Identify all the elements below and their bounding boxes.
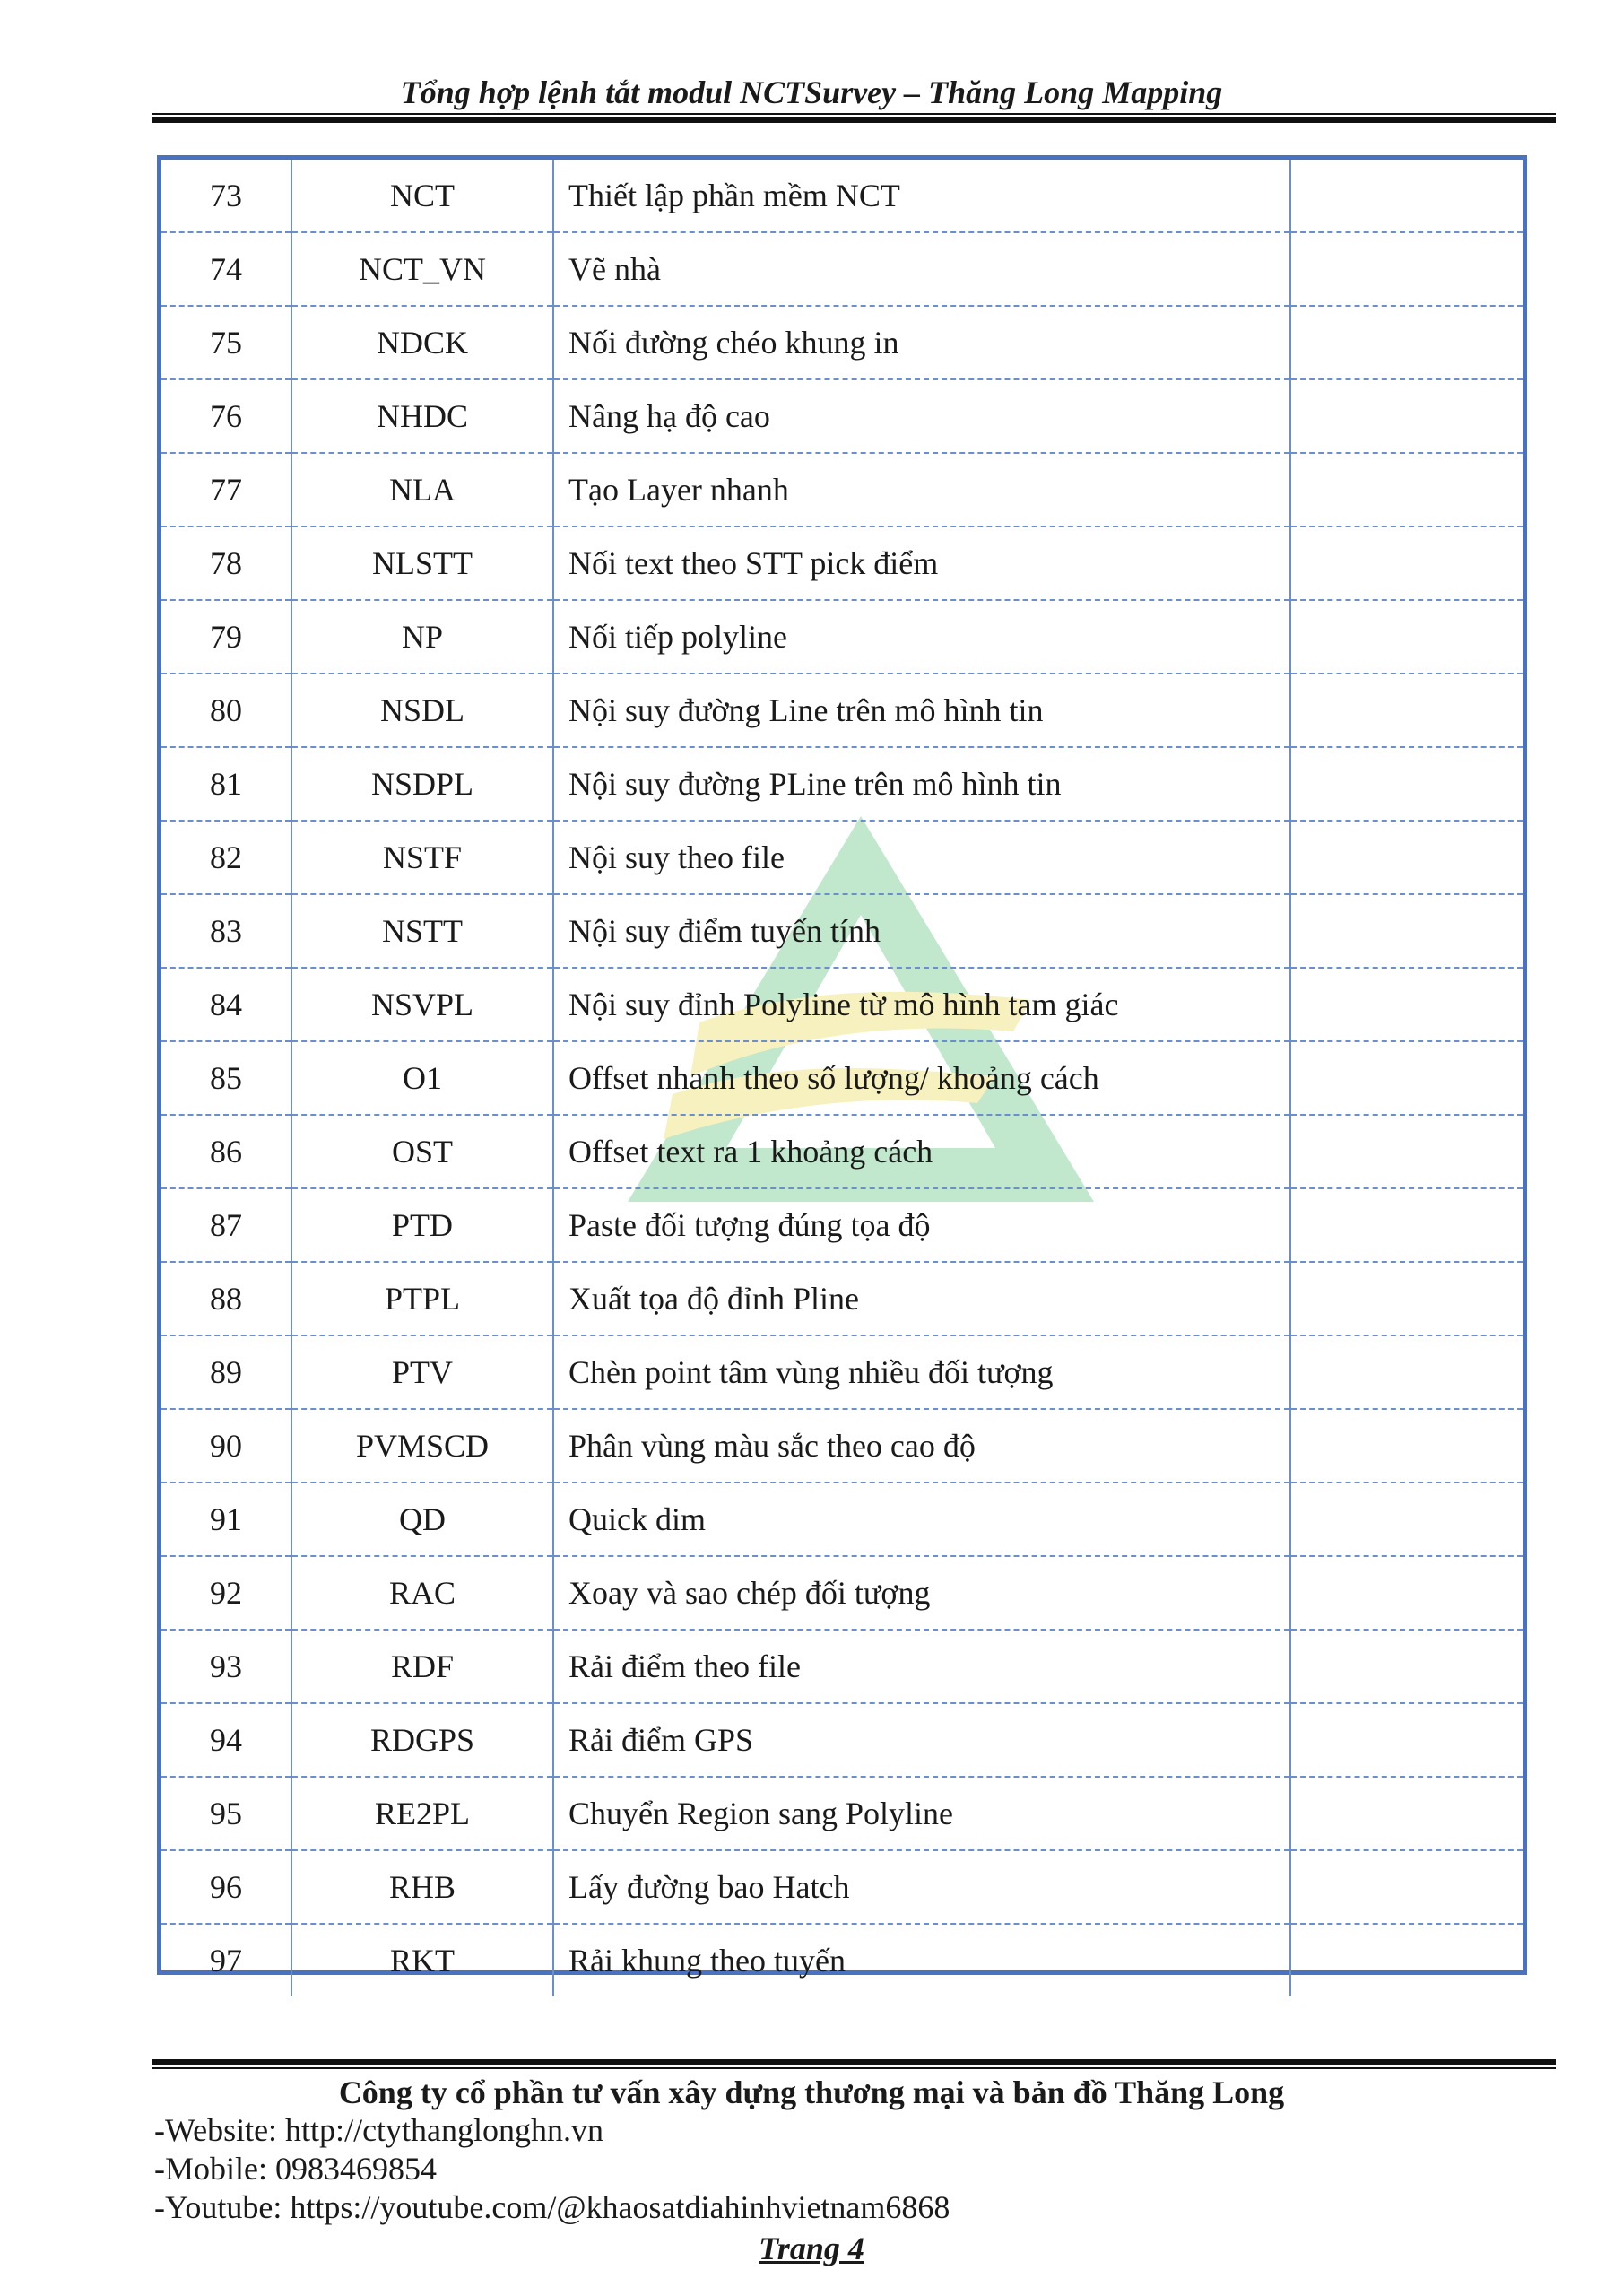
description-cell: Rải điểm theo file <box>553 1630 1290 1703</box>
row-number-cell: 78 <box>161 526 291 600</box>
table-row <box>161 1556 1523 1630</box>
table-row <box>161 600 1523 674</box>
description-cell: Chuyển Region sang Polyline <box>553 1777 1290 1850</box>
table-row <box>161 1409 1523 1483</box>
table-row <box>161 1262 1523 1335</box>
description-cell: Nội suy đường Line trên mô hình tin <box>553 674 1290 747</box>
note-cell <box>1290 1483 1523 1556</box>
row-number-cell: 73 <box>161 160 291 232</box>
note-cell <box>1290 1924 1523 1996</box>
command-cell: NLA <box>291 453 553 526</box>
row-number-cell: 93 <box>161 1630 291 1703</box>
command-cell: OST <box>291 1115 553 1188</box>
table-row <box>161 232 1523 306</box>
description-cell: Nối đường chéo khung in <box>553 306 1290 379</box>
row-number-cell: 75 <box>161 306 291 379</box>
table-row <box>161 747 1523 821</box>
description-cell: Nối tiếp polyline <box>553 600 1290 674</box>
description-cell: Xuất tọa độ đỉnh Pline <box>553 1262 1290 1335</box>
row-number-cell: 86 <box>161 1115 291 1188</box>
table-row <box>161 160 1523 232</box>
command-cell: NSDL <box>291 674 553 747</box>
description-cell: Paste đối tượng đúng tọa độ <box>553 1188 1290 1262</box>
description-cell: Thiết lập phần mềm NCT <box>553 160 1290 232</box>
command-cell: PTV <box>291 1335 553 1409</box>
commands-table-body <box>161 160 1523 1996</box>
mobile-line: -Mobile: 0983469854 <box>154 2151 437 2187</box>
table-row <box>161 453 1523 526</box>
row-number-cell: 80 <box>161 674 291 747</box>
table-row <box>161 379 1523 453</box>
description-cell: Chèn point tâm vùng nhiều đối tượng <box>553 1335 1290 1409</box>
description-cell: Offset nhanh theo số lượng/ khoảng cách <box>553 1041 1290 1115</box>
note-cell <box>1290 306 1523 379</box>
description-cell: Nội suy đường PLine trên mô hình tin <box>553 747 1290 821</box>
row-number-cell: 88 <box>161 1262 291 1335</box>
table-row <box>161 1335 1523 1409</box>
row-number-cell: 95 <box>161 1777 291 1850</box>
table-row <box>161 1483 1523 1556</box>
row-number-cell: 91 <box>161 1483 291 1556</box>
page-number: Trang 4 <box>759 2231 864 2266</box>
note-cell <box>1290 379 1523 453</box>
row-number-cell: 74 <box>161 232 291 306</box>
row-number-cell: 81 <box>161 747 291 821</box>
description-cell: Phân vùng màu sắc theo cao độ <box>553 1409 1290 1483</box>
note-cell <box>1290 1262 1523 1335</box>
command-cell: O1 <box>291 1041 553 1115</box>
table-row <box>161 306 1523 379</box>
table-row <box>161 968 1523 1041</box>
command-cell: NHDC <box>291 379 553 453</box>
command-cell: NSTF <box>291 821 553 894</box>
footer-rule-thick <box>152 2059 1556 2065</box>
row-number-cell: 82 <box>161 821 291 894</box>
note-cell <box>1290 160 1523 232</box>
command-cell: RDGPS <box>291 1703 553 1777</box>
commands-table-frame <box>157 155 1527 1979</box>
note-cell <box>1290 894 1523 968</box>
table-row <box>161 821 1523 894</box>
note-cell <box>1290 453 1523 526</box>
description-cell: Xoay và sao chép đối tượng <box>553 1556 1290 1630</box>
description-cell: Quick dim <box>553 1483 1290 1556</box>
note-cell <box>1290 1630 1523 1703</box>
description-cell: Nối text theo STT pick điểm <box>553 526 1290 600</box>
note-cell <box>1290 1115 1523 1188</box>
command-cell: NCT_VN <box>291 232 553 306</box>
table-row <box>161 1850 1523 1924</box>
youtube-line: -Youtube: https://youtube.com/@khaosatdiahinhvietnam6868 <box>154 2189 950 2225</box>
command-cell: NCT <box>291 160 553 232</box>
note-cell <box>1290 1335 1523 1409</box>
note-cell <box>1290 1188 1523 1262</box>
footer-rule-thin <box>152 2067 1556 2069</box>
table-row <box>161 1115 1523 1188</box>
note-cell <box>1290 526 1523 600</box>
document-header-title: Tổng hợp lệnh tắt modul NCTSurvey – Thăng Long Mapping <box>400 74 1223 110</box>
header-rule-thick <box>152 117 1556 123</box>
row-number-cell: 83 <box>161 894 291 968</box>
command-cell: RE2PL <box>291 1777 553 1850</box>
table-row <box>161 1188 1523 1262</box>
note-cell <box>1290 747 1523 821</box>
table-row <box>161 894 1523 968</box>
description-cell: Nâng hạ độ cao <box>553 379 1290 453</box>
header-rule-thin <box>152 113 1556 115</box>
description-cell: Rải điểm GPS <box>553 1703 1290 1777</box>
company-name: Công ty cổ phần tư vấn xây dựng thương mại và bản đồ Thăng Long <box>338 2074 1285 2110</box>
command-cell: NP <box>291 600 553 674</box>
command-cell: PTPL <box>291 1262 553 1335</box>
command-cell: RKT <box>291 1924 553 1996</box>
table-row <box>161 674 1523 747</box>
description-cell: Nội suy điểm tuyến tính <box>553 894 1290 968</box>
description-cell: Rải khung theo tuyến <box>553 1924 1290 1996</box>
note-cell <box>1290 821 1523 894</box>
description-cell: Tạo Layer nhanh <box>553 453 1290 526</box>
table-row <box>161 1924 1523 1996</box>
description-cell: Offset text ra 1 khoảng cách <box>553 1115 1290 1188</box>
table-row <box>161 1777 1523 1850</box>
note-cell <box>1290 674 1523 747</box>
note-cell <box>1290 1409 1523 1483</box>
description-cell: Nội suy theo file <box>553 821 1290 894</box>
row-number-cell: 89 <box>161 1335 291 1409</box>
row-number-cell: 94 <box>161 1703 291 1777</box>
table-row <box>161 1041 1523 1115</box>
row-number-cell: 76 <box>161 379 291 453</box>
command-cell: QD <box>291 1483 553 1556</box>
description-cell: Nội suy đỉnh Polyline từ mô hình tam giác <box>553 968 1290 1041</box>
table-row <box>161 1703 1523 1777</box>
table-row <box>161 1630 1523 1703</box>
row-number-cell: 77 <box>161 453 291 526</box>
note-cell <box>1290 600 1523 674</box>
commands-table <box>161 160 1523 1996</box>
table-row <box>161 526 1523 600</box>
row-number-cell: 79 <box>161 600 291 674</box>
row-number-cell: 90 <box>161 1409 291 1483</box>
note-cell <box>1290 1041 1523 1115</box>
website-line: -Website: http://ctythanglonghn.vn <box>154 2112 604 2148</box>
description-cell: Lấy đường bao Hatch <box>553 1850 1290 1924</box>
row-number-cell: 87 <box>161 1188 291 1262</box>
command-cell: RDF <box>291 1630 553 1703</box>
note-cell <box>1290 1850 1523 1924</box>
command-cell: PVMSCD <box>291 1409 553 1483</box>
row-number-cell: 96 <box>161 1850 291 1924</box>
command-cell: RAC <box>291 1556 553 1630</box>
command-cell: NSDPL <box>291 747 553 821</box>
note-cell <box>1290 1556 1523 1630</box>
note-cell <box>1290 232 1523 306</box>
note-cell <box>1290 1703 1523 1777</box>
command-cell: NSTT <box>291 894 553 968</box>
row-number-cell: 92 <box>161 1556 291 1630</box>
row-number-cell: 84 <box>161 968 291 1041</box>
command-cell: NSVPL <box>291 968 553 1041</box>
command-cell: RHB <box>291 1850 553 1924</box>
note-cell <box>1290 968 1523 1041</box>
command-cell: NLSTT <box>291 526 553 600</box>
row-number-cell: 85 <box>161 1041 291 1115</box>
row-number-cell: 97 <box>161 1924 291 1996</box>
command-cell: PTD <box>291 1188 553 1262</box>
note-cell <box>1290 1777 1523 1850</box>
description-cell: Vẽ nhà <box>553 232 1290 306</box>
command-cell: NDCK <box>291 306 553 379</box>
